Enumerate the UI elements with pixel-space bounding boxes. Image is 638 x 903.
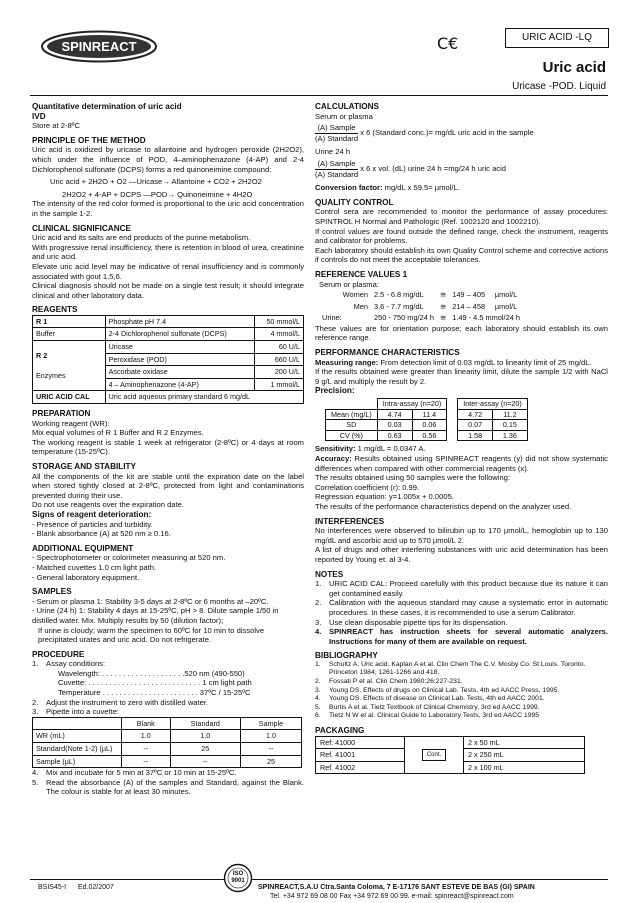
intra-cell: 0.06: [412, 420, 447, 431]
accuracy-line: The results obtained using 50 samples were the following:: [315, 473, 511, 483]
procedure-step: 1. Assay conditions:: [32, 659, 106, 669]
reagent-conc: 660 U/L: [255, 353, 304, 366]
formula-numerator: (A) Sample: [315, 159, 358, 170]
pipette-table: [32, 717, 302, 768]
procedure-wavelength: Wavelength: . . . . . . . . . . . . . . . . . . . .520 nm (490-550): [58, 668, 245, 678]
iso-certification-seal: [223, 863, 253, 893]
note-item: 2. Calibration with the aqueous standard may cause a systematic error in automatic procedures. In these cases, it is recommended to use a serum Calibrator.: [315, 598, 608, 617]
conversion-label: Conversion factor:: [315, 183, 383, 193]
measuring-text: From detection limit of 0.03 mg/dL to linearity limit of 25 mg/dL.: [380, 357, 592, 367]
reagent-conc: 60 U/L: [255, 341, 304, 354]
bib-item: 4. Young DS. Effects of disease on Clinical Lab. Tests, 4th ed AACC 2001.: [315, 695, 545, 703]
conversion-value: mg/dL x 59.5= µmol/L.: [384, 183, 460, 193]
svg-text:SPINREACT: SPINREACT: [61, 39, 137, 54]
performance-heading: PERFORMANCE CHARACTERISTICS: [315, 348, 460, 358]
ref-range: 2.5 - 6.8 mg/dL: [374, 290, 424, 300]
principle-text: Uric acid is oxidized by uricase to allantoine and hydrogen peroxide (2H2O2), which under the influence of POD, 4–aminophenazone (4-AP) and 2-4 Dichlorophenol sulfonate (DCPS) forms a red quinoneimine compound:: [32, 145, 304, 174]
equipment-item: - General laboratory equipment.: [32, 572, 140, 582]
procedure-step: 3. Pipette into a cuvette:: [32, 707, 120, 717]
inter-cell: 4.72: [458, 409, 493, 420]
preparation-text: Working reagent (WR):: [32, 418, 110, 428]
bib-text: Young DS. Effects of disease on Clinical Lab. Tests, 4th ed AACC 2001.: [329, 695, 545, 703]
measuring-text-2: If the results obtained were greater than linearity limit, dilute the sample 1/2 with NaCl 9 g/L and multiply the result by 2.: [315, 367, 608, 386]
note-text: Calibration with the aqueous standard may cause a systematic error in automatic procedures. In these cases, it is recommended to use a serum Calibrator.: [329, 598, 608, 617]
procedure-step-text: Pipette into a cuvette:: [46, 707, 120, 717]
intra-cell: 0.56: [412, 430, 447, 441]
signs-item: - Blank absorbance (A) at 520 nm ≥ 0.16.: [32, 529, 171, 539]
intra-cell: 11.4: [412, 409, 447, 420]
precision-tables: [315, 398, 608, 441]
bib-text: Fossati P et al. Clin Chem 1980;26:227-231.: [329, 678, 463, 686]
equipment-heading: ADDITIONAL EQUIPMENT: [32, 543, 134, 553]
note-item: 3. Use clean disposable pipette tips for its dispensation.: [315, 617, 508, 627]
ref-label: Women: [342, 290, 368, 300]
procedure-step: 4. Mix and incubate for 5 min at 37ºC or 10 min at 15-25ºC.: [32, 768, 237, 778]
page-title: Uric acid: [542, 59, 606, 76]
pipette-cell: --: [240, 743, 301, 756]
ref-si: 214 – 458: [452, 301, 486, 311]
pipette-cell: --: [122, 743, 171, 756]
document-code-badge: URIC ACID -LQ: [505, 28, 609, 48]
reagent-component: Phosphate pH 7.4: [105, 315, 255, 328]
reagent-component: 4 – Aminophenazone (4-AP): [105, 378, 255, 391]
pipette-cell: 25: [170, 743, 240, 756]
intra-cell: 0.63: [377, 430, 412, 441]
calc-serum-label: Serum or plasma: [315, 111, 373, 121]
preparation-text: The working reagent is stable 1 week at refrigerator (2-8ºC) or 4 days at room temperature (15-25ºC).: [32, 437, 304, 457]
formula-rest: x 6 x vol. (dL) urine 24 h =mg/24 h uric acid: [360, 164, 507, 174]
clinical-text: With progressive renal insufficiency, there is retention in blood of urea, creatinine and uric acid.: [32, 242, 304, 262]
ref-range: 3.6 - 7.7 mg/dL: [374, 301, 424, 311]
iso-label: [223, 871, 253, 885]
samples-heading: SAMPLES: [32, 587, 72, 597]
pipette-col-head: Blank: [122, 717, 171, 730]
inter-cell: 0.15: [493, 420, 528, 431]
ref-si: 1.49 - 4.5 mmol/24 h: [452, 313, 520, 323]
pack-ref: Ref. 41002: [316, 761, 405, 774]
principle-heading: PRINCIPLE OF THE METHOD: [32, 135, 146, 145]
reagent-component: Peroxidase (POD): [105, 353, 255, 366]
preparation-text: Mix equal volumes of R 1 Buffer and R 2 Enzymes.: [32, 428, 204, 438]
inter-head: Inter-assay (n=20): [458, 399, 528, 410]
inter-cell: 11.2: [493, 409, 528, 420]
reference-heading: REFERENCE VALUES 1: [315, 269, 408, 279]
bib-item: 3. Young DS. Effects of drugs on Clinical Lab. Tests, 4th ed AACC Press, 1995.: [315, 686, 560, 694]
sensitivity: [315, 444, 608, 454]
formula-serum: [315, 123, 608, 143]
samples-item: - Urine (24 h) 1: Stability 4 days at 15-25ºC, pH > 8. Dilute sample 1/50 in distilled water. Mix. Multiply results by 50 (dilution factor);: [32, 606, 279, 625]
calculations-heading: CALCULATIONS: [315, 102, 379, 111]
reagent-component: Uricase: [105, 341, 255, 354]
pipette-row-label: WR (mL): [33, 730, 122, 743]
spinreact-logo: [40, 30, 158, 63]
equipment-item: - Matched cuvettes 1.0 cm light path.: [32, 562, 157, 572]
pipette-col-head: Sample: [240, 717, 301, 730]
accuracy-line: The results of the performance characteristics depend on the analyzer used.: [315, 501, 572, 511]
signs-item: - Presence of particles and turbidity.: [32, 519, 153, 529]
footer-edition: Ed.02/2007: [78, 884, 114, 891]
sensitivity-value: 1 mg/dL = 0.0347 A.: [357, 444, 426, 454]
intra-row-label: Mean (mg/L): [326, 409, 378, 420]
principle-text-2: The intensity of the red color formed is proportional to the uric acid concentration in the sample 1-2.: [32, 199, 304, 218]
header-divider: [30, 95, 608, 96]
interferences-heading: INTERFERENCES: [315, 516, 385, 526]
ref-approx: ≅: [440, 313, 447, 323]
ce-mark: C€: [437, 34, 459, 53]
bib-text: Schultz A. Uric acid. Kaplan A et al. Clin Chem The C.V. Mosby Co. St Louis. Toronto. Princeton 1984; 1261-1266 and 418.: [329, 660, 586, 677]
footer-company: SPINREACT,S.A.U Ctra.Santa Coloma, 7 E-17176 SANT ESTEVE DE BAS (GI) SPAIN: [258, 884, 535, 891]
procedure-step-text: Read the absorbance (A) of the samples and Standard, against the Blank. The colour is stable for at least 30 minutes.: [46, 777, 304, 797]
pack-ref: Ref: 41000: [316, 736, 405, 749]
storage-temp: Store at 2-8ºC: [32, 121, 80, 131]
conversion-factor: [315, 183, 608, 193]
reagent-conc: 200 U/L: [255, 366, 304, 379]
reagent-component: Ascorbate oxidase: [105, 366, 255, 379]
pipette-col-head: Standard: [170, 717, 240, 730]
ref-approx: ≅: [440, 290, 447, 300]
bibliography-list: [315, 661, 608, 721]
footer-contact: Tel. +34 972 69 08 00 Fax +34 972 69 00 99. e-mail: spinreact@spinreact.com: [270, 893, 514, 900]
qc-text: Control sera are recommended to monitor the performance of assay procedures: SPINTROL H Normal and Pathologic (Ref. 1002120 and 1002210).: [315, 207, 608, 226]
precision-label: Precision:: [315, 386, 355, 396]
pipette-cell: 25: [240, 755, 301, 768]
pipette-cell: --: [122, 755, 171, 768]
procedure-step-text: Mix and incubate for 5 min at 37ºC or 10 min at 15-25ºC.: [46, 768, 237, 778]
storage-text-2: Do not use reagents over the expiration date.: [32, 500, 184, 510]
bibliography-heading: BIBLIOGRAPHY: [315, 651, 378, 661]
procedure-step: 5. Read the absorbance (A) of the samples and Standard, against the Blank. The colour is stable for at least 30 minutes.: [32, 777, 304, 797]
intra-row-label: CV (%): [326, 430, 378, 441]
procedure-step: 2. Adjust the instrument to zero with distilled water.: [32, 697, 209, 707]
preparation-heading: PREPARATION: [32, 409, 91, 419]
intra-cell: 0.03: [377, 420, 412, 431]
reference-note: These values are for orientation purpose; each laboratory should establish its own reference range.: [315, 323, 608, 343]
pipette-cell: 1.0: [122, 730, 171, 743]
right-column: [315, 102, 608, 774]
interferences-text: No interferences were observed to bilirubin up to 170 µmol/L, hemoglobin up to 130 mg/dL and ascorbic acid up to 570 µmol/L 2.: [315, 526, 608, 545]
storage-heading: STORAGE AND STABILITY: [32, 462, 137, 471]
reaction-equation-2: 2H2O2 + 4-AP + DCPS —POD→ Quinoneimine + 4H2O: [62, 189, 253, 199]
samples-item: If urine is cloudy; warm the specimen to 60ºC for 10 min to dissolve precipitated urates and uric acid. Do not refrigerate.: [38, 625, 265, 645]
pack-ref: Ref. 41001: [316, 749, 405, 762]
ref-label: Urine:: [322, 313, 342, 323]
notes-heading: NOTES: [315, 569, 344, 579]
reagent-label-cell: [33, 341, 106, 391]
ivd-label: IVD: [32, 111, 46, 121]
reagent-conc: 1 mmol/L: [255, 378, 304, 391]
bib-text: Young DS. Effects of drugs on Clinical Lab. Tests, 4th ed AACC Press, 1995.: [329, 686, 560, 694]
pipette-cell: 1.0: [170, 730, 240, 743]
procedure-step-text: Adjust the instrument to zero with distilled water.: [46, 697, 209, 707]
reagent-conc: 4 mmol/L: [255, 328, 304, 341]
reagents-heading: REAGENTS: [32, 305, 78, 315]
clinical-text: Uric acid and its salts are end products of the purine metabolism.: [32, 233, 251, 243]
procedure-step-text: Assay conditions:: [46, 659, 106, 669]
bib-item: 6. Tietz N W et al. Clinical Guide to Laboratory Tests, 3rd ed AACC 1995: [315, 712, 540, 720]
ref-si: 149 – 405: [452, 290, 486, 300]
inter-assay-table: [457, 398, 528, 441]
note-item: 1. URIC ACID CAL: Proceed carefully with this product because due its nature it can get contamined easily.: [315, 579, 608, 598]
procedure-heading: PROCEDURE: [32, 649, 85, 659]
reagent-conc: 50 mmol/L: [255, 315, 304, 328]
inter-cell: 1.58: [458, 430, 493, 441]
signs-heading: Signs of reagent deterioration:: [32, 509, 152, 519]
reagent-sublabel: Enzymes: [36, 370, 66, 380]
intra-row-label: SD: [326, 420, 378, 431]
accuracy-text: Results obtained using SPINREACT reagents (y) did not show systematic differences when compared with other commercial reagents (x).: [315, 454, 608, 473]
intra-assay-table: [325, 398, 447, 441]
note-text: SPINREACT has instruction sheets for several automatic analyzers. Instructions for many of them are available on request.: [329, 627, 608, 646]
clinical-text: Clinical diagnosis should not be made on a single test result; it should integrate clinical and other laboratory data.: [32, 281, 304, 300]
measuring-range: [315, 358, 608, 368]
pipette-cell: 1.0: [240, 730, 301, 743]
inter-cell: 1.36: [493, 430, 528, 441]
reaction-equation-1: Uric acid + 2H2O + O2 —Uricase→ Allantoine + CO2 + 2H2O2: [50, 177, 262, 187]
pipette-col-head: [33, 717, 122, 730]
accuracy-line: Regression equation: y=1.005x + 0.0005.: [315, 492, 454, 502]
samples-item: - Serum or plasma 1: Stability 3-5 days at 2-8ºC or 6 months at –20ºC.: [32, 596, 269, 606]
pipette-cell: --: [170, 755, 240, 768]
packaging-heading: PACKAGING: [315, 726, 365, 736]
iso-text: ISO: [232, 871, 244, 877]
reagents-table: [32, 315, 304, 404]
formula-denominator: (A) Standard: [315, 169, 359, 179]
formula-numerator: (A) Sample: [315, 123, 358, 134]
left-column: [32, 102, 304, 797]
procedure-temperature: Temperature . . . . . . . . . . . . . . . . . . . . . . . 37ºC / 15-25ºC: [58, 688, 251, 698]
reagent-label: R 1: [33, 315, 106, 328]
ref-range: 250 - 750 mg/24 h: [374, 313, 434, 323]
calc-urine-label: Urine 24 h: [315, 147, 351, 157]
formula-denominator: (A) Standard: [315, 133, 359, 143]
cont-label: Cont.: [422, 749, 446, 761]
qc-text: Each laboratory should establish its own Quality Control scheme and corrective actions if controls do not meet the acceptable tolerances.: [315, 245, 608, 265]
ref-approx: ≅: [440, 301, 447, 311]
ref-label: Men: [353, 301, 368, 311]
interferences-text-2: A list of drugs and other interfering substances with uric acid determination has been reported by Young et. al 3-4.: [315, 545, 608, 564]
accuracy: [315, 454, 608, 473]
reference-table: [319, 289, 523, 324]
pack-qty: 2 x 250 mL: [464, 749, 585, 762]
intra-cell: 4.74: [377, 409, 412, 420]
note-item: 4. SPINREACT has instruction sheets for several automatic analyzers. Instructions for many of them are available on request.: [315, 627, 608, 646]
reference-serum-label: Serum or plasma:: [319, 279, 379, 289]
iso-number: 9001: [231, 878, 245, 884]
bib-item: 1. Schultz A. Uric acid. Kaplan A et al. Clin Chem The C.V. Mosby Co. St Louis. Toronto. Princeton 1984; 1261-1266 and 418.: [315, 661, 608, 678]
packaging-table: [315, 736, 585, 775]
reagent-label: Buffer: [33, 328, 106, 341]
reagent-component: Uric acid aqueous primary standard 6 mg/dL: [105, 391, 303, 404]
reagent-label: R 2: [36, 351, 48, 361]
accuracy-label: Accuracy:: [315, 454, 352, 463]
bib-text: Burtis A et al. Tietz Textbook of Clinical Chemistry, 3rd ed AACC 1999.: [329, 703, 540, 711]
formula-urine: [315, 159, 608, 179]
bib-text: Tietz N W et al. Clinical Guide to Laboratory Tests, 3rd ed AACC 1995: [329, 712, 540, 720]
accuracy-line: Correlation coefficient (r): 0.99.: [315, 482, 420, 492]
footer-divider: [30, 879, 608, 880]
procedure-cuvette: Cuvette: . . . . . . . . . . . . . . . . . . . . . . . . . . . 1 cm light path: [58, 678, 252, 688]
clinical-text: Elevate uric acid level may be indicative of renal insufficiency and is commonly associated with gout 1,5,6.: [32, 261, 304, 281]
qc-text: If control values are found outside the defined range, check the instrument, reagents and calibrator for problems.: [315, 226, 608, 246]
ref-unit: µmol/L: [494, 301, 518, 311]
note-text: URIC ACID CAL: Proceed carefully with this product because due its nature it can get contamined easily.: [329, 579, 608, 598]
formula-fraction: [315, 123, 358, 143]
reagent-label: URIC ACID CAL: [33, 391, 106, 404]
intro-title: Quantitative determination of uric acid: [32, 102, 182, 111]
note-text: Use clean disposable pipette tips for its dispensation.: [329, 617, 508, 627]
page-subtitle: Uricase -POD. Liquid: [512, 81, 606, 92]
storage-text: All the components of the kit are stable until the expiration date on the label when stored tightly closed at 2-8ºC, protected from light and contaminations prevented during their use.: [32, 471, 304, 500]
qc-heading: QUALITY CONTROL: [315, 197, 394, 207]
formula-rest: x 6 (Standard conc.)= mg/dL uric acid in the sample: [360, 128, 534, 138]
pack-qty: 2 x 100 mL: [464, 761, 585, 774]
ref-unit: µmol/L: [494, 290, 518, 300]
pack-qty: 2 x 50 mL: [464, 736, 585, 749]
bib-item: 2. Fossati P et al. Clin Chem 1980;26:227-231.: [315, 678, 463, 686]
intra-head: Intra-assay (n=20): [377, 399, 447, 410]
footer-code: BSIS45-I: [38, 884, 67, 891]
clinical-heading: CLINICAL SIGNIFICANCE: [32, 223, 132, 233]
pipette-row-label: Standard(Note 1-2) (µL): [33, 743, 122, 756]
equipment-item: - Spectrophotometer or colorimeter measuring at 520 nm.: [32, 553, 226, 563]
inter-cell: 0.07: [458, 420, 493, 431]
bib-item: 5. Burtis A et al. Tietz Textbook of Clinical Chemistry, 3rd ed AACC 1999.: [315, 703, 540, 711]
pipette-row-label: Sample (µL): [33, 755, 122, 768]
sensitivity-label: Sensitivity:: [315, 444, 356, 454]
formula-fraction: [315, 159, 358, 179]
pack-cont: [405, 736, 464, 774]
reagent-component: 2-4 Dichlorophenol sulfonate (DCPS): [105, 328, 255, 341]
measuring-label: Measuring range:: [315, 357, 379, 367]
